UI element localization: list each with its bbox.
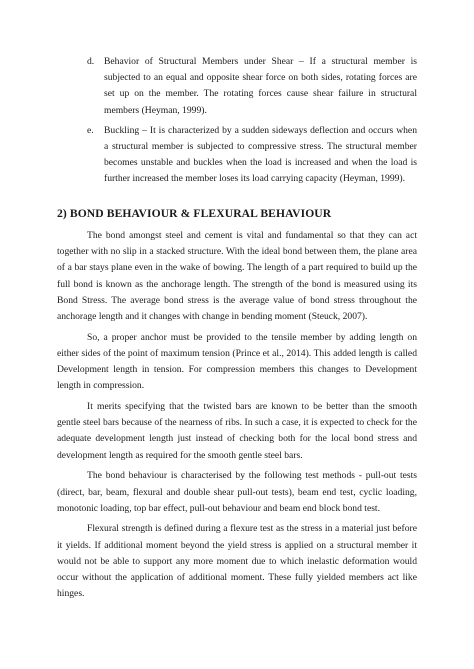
list-marker: d. [87, 56, 95, 67]
paragraph-anchor: So, a proper anchor must be provided to the tensile member by adding length on either sides of the point of maximum tension (Prince et al., 2014). This added length is called Development length in tension. For compression members this changes to Development length in compression. [57, 331, 417, 392]
section-heading: 2) BOND BEHAVIOUR & FLEXURAL BEHAVIOUR [57, 207, 332, 220]
list-marker: e. [87, 124, 94, 136]
section-body [57, 228, 417, 607]
paragraph-bond: The bond amongst steel and cement is vital and fundamental so that they can act together with no slip in a stacked structure. With the ideal bond between them, the plane area of a bar stays plane even in the wake of bowing. The length of a part required to build up the full bond is known as the anchorage length. The strength of the bond is measured using its Bond Stress. The average bond stress is the average value of bond stress throughout the anchorage length and it changes with change in bending moment (Steuck, 2007). [57, 230, 417, 323]
paragraph-flexural-strength: Flexural strength is defined during a flexure test as the stress in a material just before it yields. If additional moment beyond the yield stress is applied on a structural member it would not be able to support any more moment due to which inelastic deformation would occur without the application of additional moment. These fully yielded members act like hinges. [57, 523, 417, 600]
list-item-text: Buckling – It is characterized by a sudden sideways deflection and occurs when a structural member is subjected to compressive stress. The structural member becomes unstable and buckles when the load is increased and when the load is further increased the member loses its load carrying capacity (Heyman, 1999). [104, 124, 417, 185]
list-item-shear [87, 54, 417, 119]
list-item-text: Behavior of Structural Members under Shear – If a structural member is subjected to an equal and opposite shear force on both sides, rotating forces are set up on the member. The rotating forces cause shear failure in structural members (Heyman, 1999). [104, 56, 417, 116]
paragraph-twisted-bars: It merits specifying that the twisted bars are known to be better than the smooth gentle steel bars because of the nearness of ribs. In such a case, it is expected to check for the adequate development length just instead of checking both for the local bond stress and development length as required for the smooth gentle steel bars. [57, 401, 417, 461]
paragraph-test-methods: The bond behaviour is characterised by the following test methods - pull-out tests (direct, bar, beam, flexural and double shear pull-out tests), beam end test, cyclic loading, monotonic loading, top bar effect, pull-out behaviour and beam end block bond test. [57, 470, 417, 514]
list-item-buckling [87, 123, 417, 188]
structural-behaviour-list [87, 54, 417, 192]
